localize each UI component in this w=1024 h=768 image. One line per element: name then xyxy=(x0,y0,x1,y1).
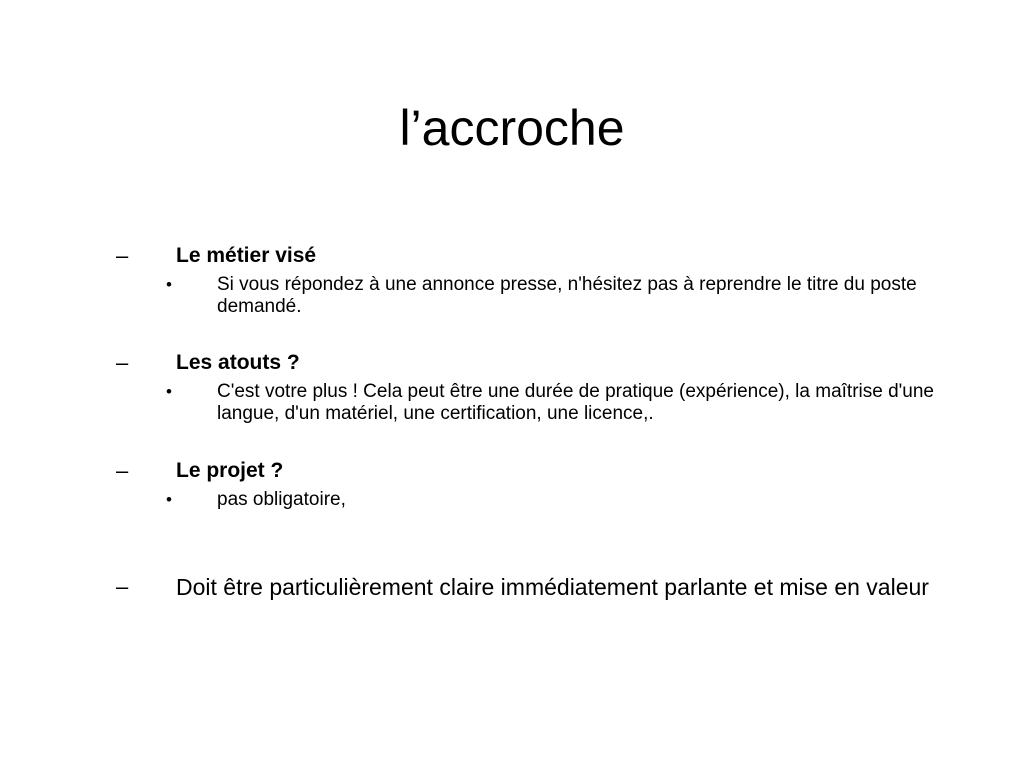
slide-title: l’accroche xyxy=(399,100,625,156)
bullet-text: C'est votre plus ! Cela peut être une durée de pratique (expérience), la maîtrise d'une langue, d'un matériel, une certification, une licence,. xyxy=(217,381,934,424)
dash-marker: – xyxy=(116,574,129,599)
bullet-marker: • xyxy=(166,490,172,509)
dash-marker: – xyxy=(116,243,129,268)
section-heading: Le projet ? xyxy=(176,459,284,482)
bullet-marker: • xyxy=(166,275,172,294)
closing-text: Doit être particulièrement claire immédiatement parlante et mise en valeur xyxy=(176,574,929,600)
bullet-text: pas obligatoire, xyxy=(217,489,346,510)
section-heading: Le métier visé xyxy=(176,244,317,267)
dash-marker: – xyxy=(116,350,129,375)
bullet-text: Si vous répondez à une annonce presse, n'hésitez pas à reprendre le titre du poste demandé. xyxy=(217,274,917,317)
dash-marker: – xyxy=(116,458,129,483)
bullet-marker: • xyxy=(166,382,172,401)
section-heading: Les atouts ? xyxy=(176,351,300,374)
